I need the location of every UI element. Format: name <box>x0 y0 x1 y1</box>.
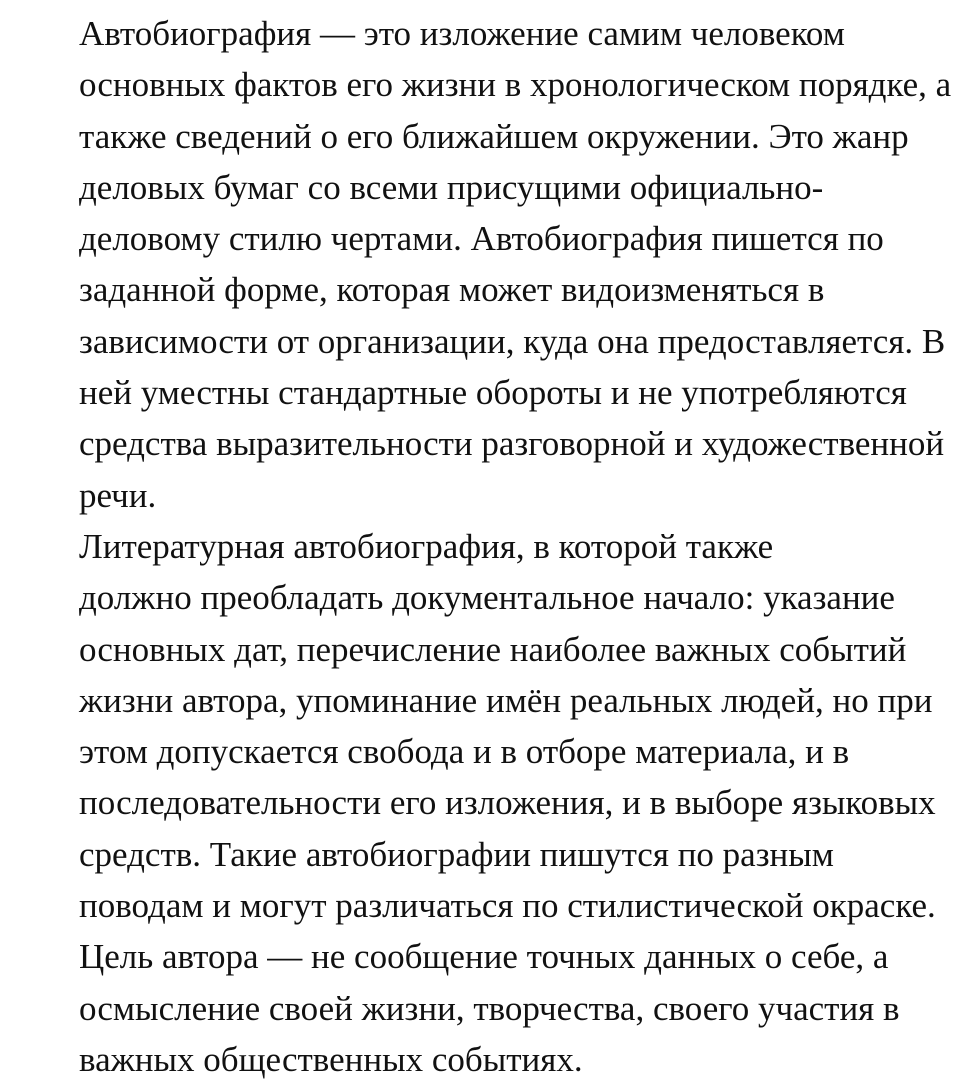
text-line: Автобиография — это изложение самим человеком <box>79 14 845 53</box>
text-line: Литературная автобиография, в которой также <box>79 526 774 566</box>
text-line: осмысление своей жизни, творчества, своего участия в <box>79 988 900 1028</box>
text-line: жизни автора, упоминание имён реальных людей, но при <box>79 680 933 720</box>
text-line: должно преобладать документальное начало: указание <box>79 578 895 618</box>
paragraph-literary-autobiography <box>4 521 960 1085</box>
text-line: также сведений о его ближайшем окружении. Это жанр <box>79 116 909 156</box>
text-line: основных дат, перечисление наиболее важных событий <box>79 629 907 669</box>
text-line: основных фактов его жизни в хронологическом порядке, а <box>79 65 952 105</box>
text-line: этом допускается свобода и в отборе материала, и в <box>79 732 850 772</box>
paragraph-autobiography-definition <box>4 8 960 521</box>
text-line: средства выразительности разговорной и художественной <box>79 424 945 464</box>
text-line: деловых бумаг со всеми присущими официально- <box>79 167 824 207</box>
text-line: ней уместны стандартные обороты и не употребляются <box>79 373 907 413</box>
text-line: важных общественных событиях. <box>79 1039 583 1079</box>
text-line: речи. <box>79 475 157 515</box>
text-line: зависимости от организации, куда она предоставляется. В <box>79 321 946 361</box>
text-line: Цель автора — не сообщение точных данных о себе, а <box>79 937 889 977</box>
text-line: средств. Такие автобиографии пишутся по разным <box>79 834 834 874</box>
text-line: поводам и могут различаться по стилистической окраске. <box>79 886 936 926</box>
text-line: деловому стилю чертами. Автобиография пишется по <box>79 219 884 259</box>
text-line: заданной форме, которая может видоизменяться в <box>79 270 825 310</box>
text-line: последовательности его изложения, и в выборе языковых <box>79 783 936 823</box>
